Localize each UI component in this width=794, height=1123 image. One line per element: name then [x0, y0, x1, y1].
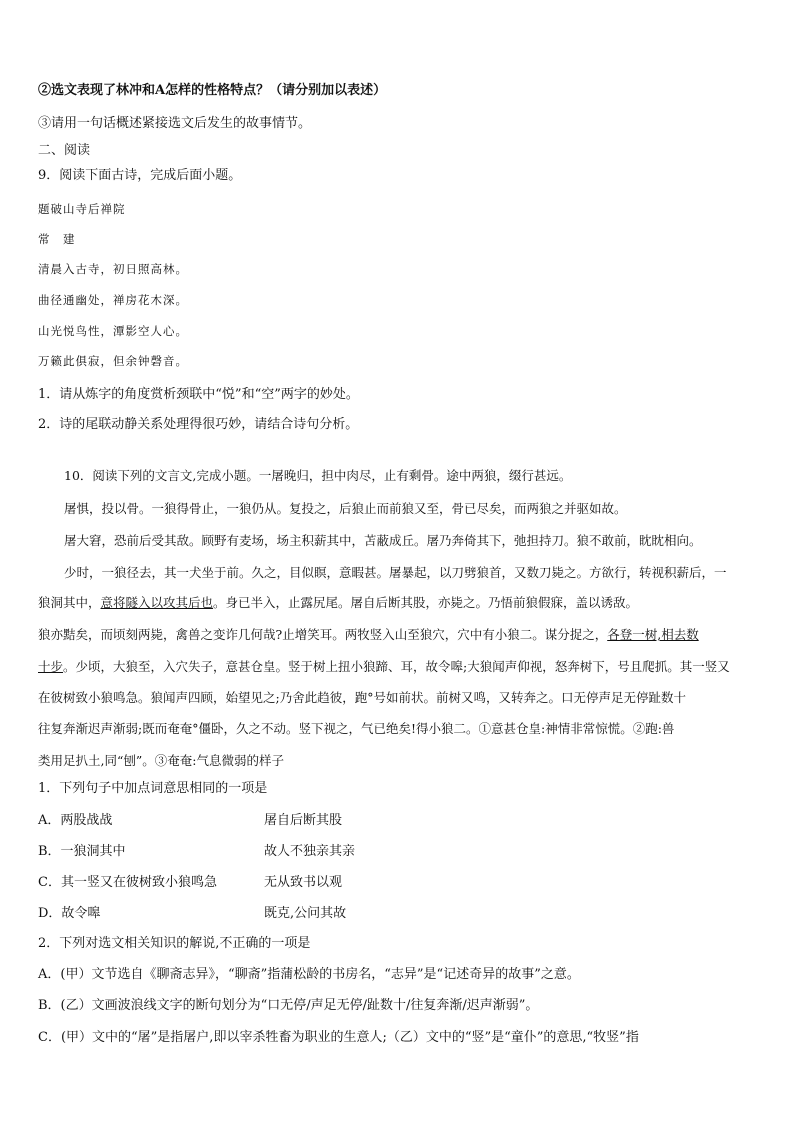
question-9-sub-2: 2．诗的尾联动静关系处理得很巧妙，请结合诗句分析。 [38, 417, 359, 432]
wavy-underlined-text: 十步 [38, 659, 64, 674]
passage-text: 。身已半入，止露尻尾。屠自后断其股，亦毙之。乃悟前狼假寐，盖以诱敌。 [213, 595, 639, 610]
question-10-sub-1: 1．下列句子中加点词意思相同的一项是 [38, 781, 268, 796]
wavy-underlined-text: 各登一树,相去数 [607, 627, 699, 642]
option-d-right: 既克,公问其故 [264, 906, 347, 921]
poem-line: 曲径通幽处，禅房花木深。 [38, 293, 188, 307]
passage-line: 屠大窘，恐前后受其敌。顾野有麦场，场主积薪其中，苫蔽成丘。屠乃奔倚其下，弛担持刀。狼不敢前，眈眈相向。 [64, 533, 702, 548]
question-2-text: ②选文表现了林冲和A怎样的性格特点？（请分别加以表述） [38, 83, 387, 98]
passage-line: 少时，一狼径去，其一犬坐于前。久之，目似瞑，意暇甚。屠暴起，以刀劈狼首，又数刀毙之。方欲行，转视积薪后，一 [64, 565, 727, 580]
passage-line [38, 594, 638, 612]
passage-line: 在彼树致小狼鸣急。狼闻声四顾，始望见之;乃舍此趋彼，跑°号如前状。前树又鸣，又转奔之。口无停声足无停趾数十 [38, 690, 686, 705]
option-a-left: A．两股战战 [38, 813, 113, 828]
question-9-intro: 9．阅读下面古诗，完成后面小题。 [38, 168, 242, 183]
sub-2-option-a: A．(甲）文节选自《聊斋志异》，“聊斋”指蒲松龄的书房名，“志异”是“记述奇异的故事”之意。 [38, 967, 580, 982]
passage-line [38, 658, 730, 676]
question-3-text: ③请用一句话概述紧接选文后发生的故事情节。 [38, 116, 312, 131]
passage-text: 。少顷，大狼至，入穴失子，意甚仓皇。竖于树上扭小狼蹄、耳，故令嗥;大狼闻声仰视，怒奔树下，号且爬抓。其一竖又 [63, 659, 730, 674]
section-heading: 二、阅读 [38, 143, 91, 158]
option-c-right: 无从致书以观 [264, 875, 343, 890]
poem-title: 题破山寺后禅院 [38, 202, 126, 216]
question-10-sub-2: 2．下列对选文相关知识的解说,不正确的一项是 [38, 936, 311, 951]
option-c-left: C．其一竖又在彼树致小狼鸣急 [38, 875, 217, 890]
passage-text: 狼洞其中， [38, 595, 101, 610]
wavy-underlined-text: 意将隧入以攻其后也 [100, 595, 214, 610]
question-10-line: 10．阅读下列的文言文,完成小题。一屠晚归，担中肉尽，止有剩骨。途中两狼，缀行甚远。 [64, 468, 572, 483]
option-b-right: 故人不独亲其亲 [264, 844, 356, 859]
poem-line: 万籁此俱寂，但余钟磬音。 [38, 354, 188, 368]
poem-line: 山光悦鸟性，潭影空人心。 [38, 324, 188, 338]
sub-2-option-c: C．(甲）文中的“屠”是指屠户,即以宰杀牲畜为职业的生意人;（乙）文中的“竖”是“童仆”的意思,“牧竖”指 [38, 1030, 639, 1045]
passage-line: 往复奔渐迟声渐弱;既而奄奄°僵卧，久之不动。竖下视之，气已绝矣!得小狼二。①意甚仓皇:神情非常惊慌。②跑:兽 [38, 721, 675, 736]
option-a-right: 屠自后断其股 [264, 813, 343, 828]
passage-text: 狼亦黠矣，而顷刻两毙，禽兽之变诈几何哉?止增笑耳。两牧竖入山至狼穴，穴中有小狼二。谋分捉之， [38, 627, 608, 642]
poem-line: 清晨入古寺，初日照高林。 [38, 262, 188, 276]
annotation-line: 类用足扒土,同“刨”。③奄奄:气息微弱的样子 [38, 753, 284, 768]
question-9-sub-1: 1．请从炼字的角度赏析颈联中“悦”和“空”两字的妙处。 [38, 387, 359, 402]
passage-line: 屠惧，投以骨。一狼得骨止，一狼仍从。复投之，后狼止而前狼又至，骨已尽矣，而两狼之并驱如故。 [64, 501, 627, 516]
option-d-left: D．故令嗥 [38, 906, 101, 921]
sub-2-option-b: B．(乙）文画波浪线文字的断句划分为“口无停/声足无停/趾数十/往复奔渐/迟声渐弱”。 [38, 998, 539, 1013]
passage-line [38, 626, 699, 644]
poem-author: 常 建 [38, 232, 76, 246]
option-b-left: B．一狼洞其中 [38, 844, 126, 859]
